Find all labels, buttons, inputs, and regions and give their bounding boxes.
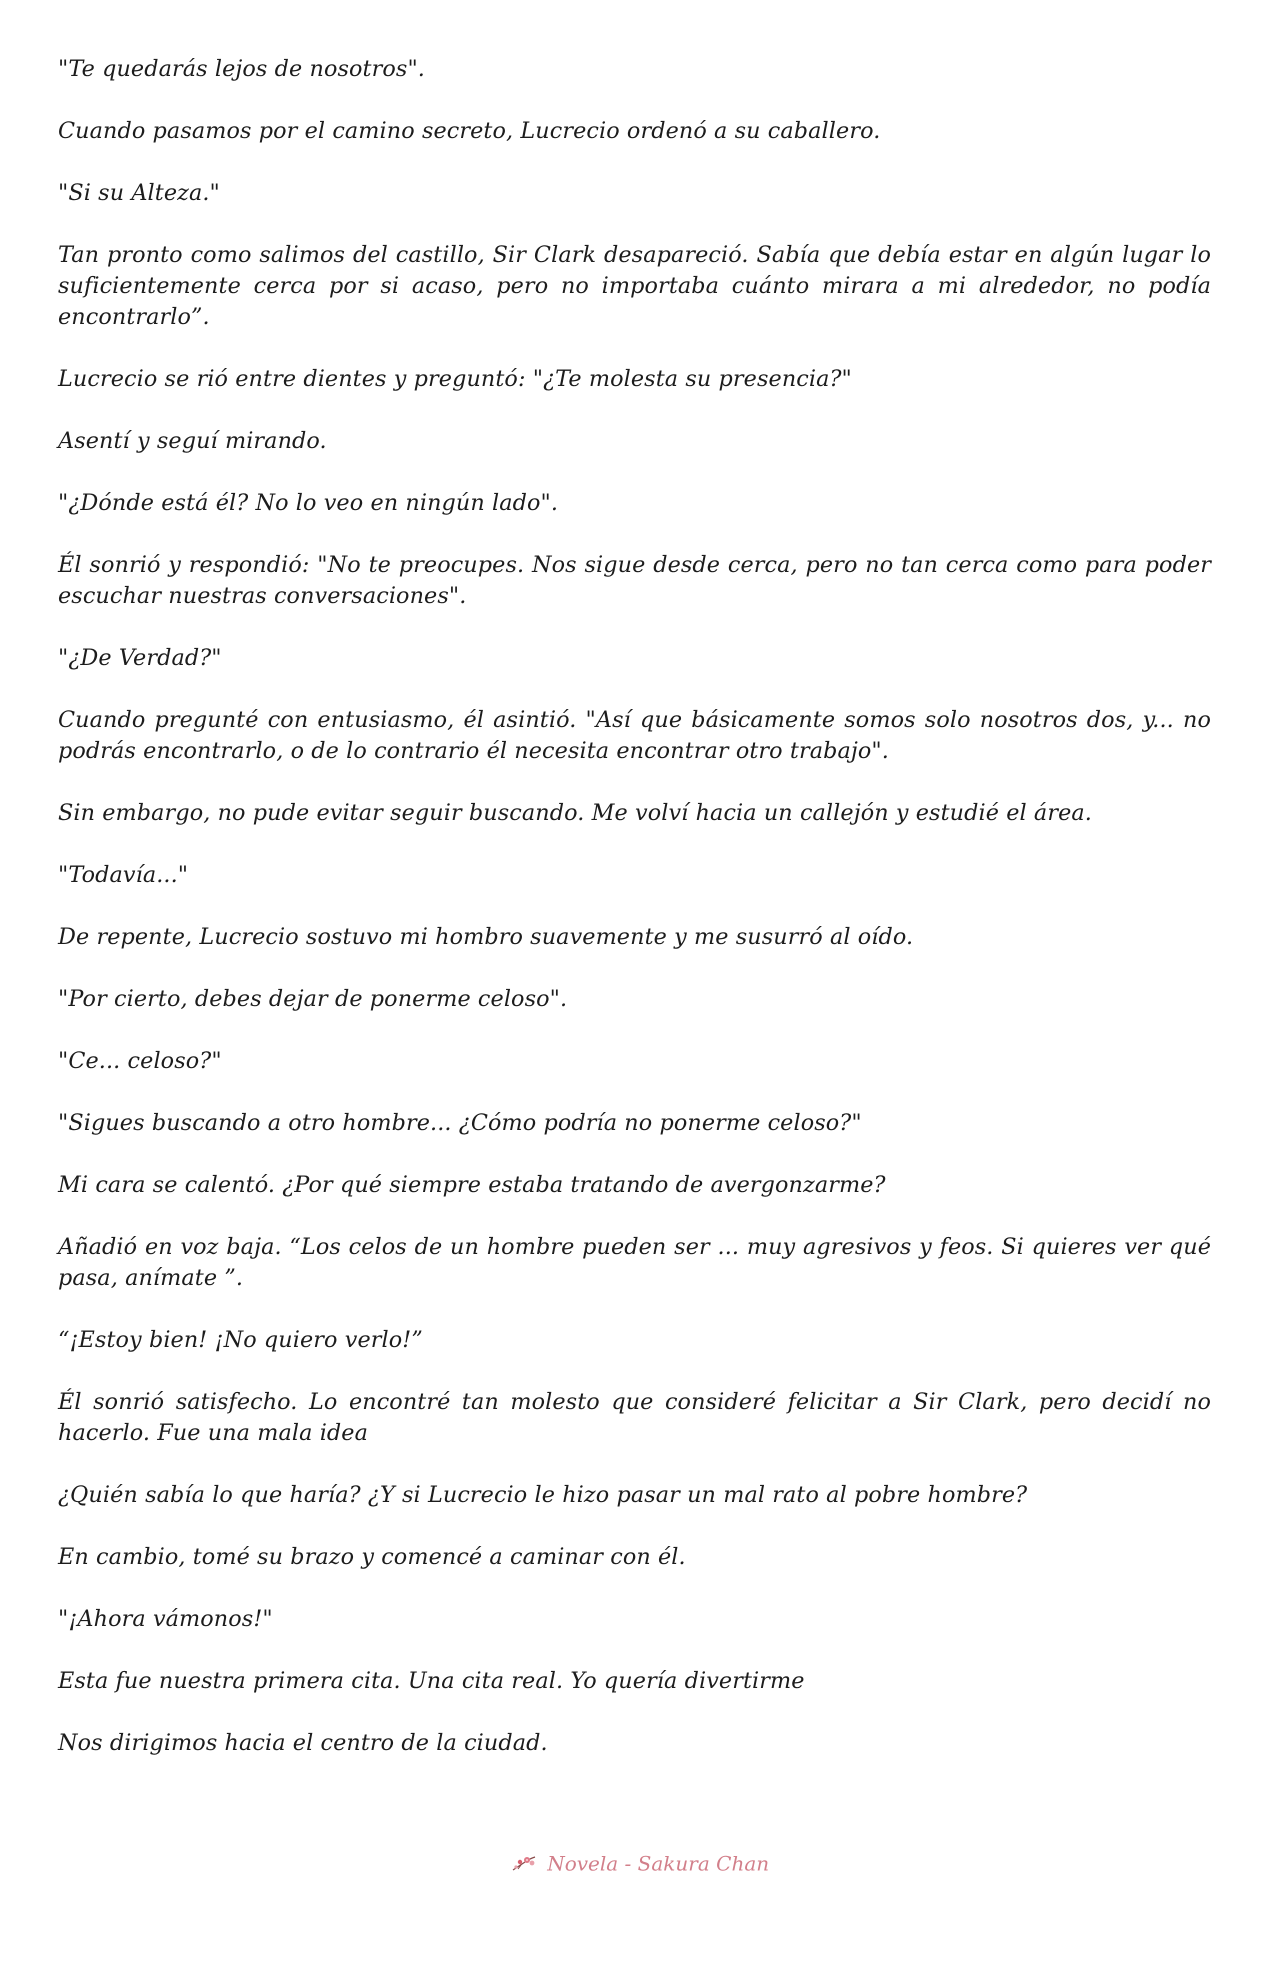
paragraph: "Ce... celoso?" [58,1048,222,1074]
paragraph: Él sonrió y respondió: "No te preocupes. Nos sigue desde cerca, pero no tan cerca como para poder escuchar nuestras conversaciones". [58,552,1211,609]
paragraph: Cuando pasamos por el camino secreto, Lucrecio ordenó a su caballero. [58,118,881,144]
paragraph: "Por cierto, debes dejar de ponerme celoso". [58,986,568,1012]
footer-watermark [0,1850,1280,1876]
paragraph: Nos dirigimos hacia el centro de la ciudad. [58,1730,548,1756]
footer-label: Novela - Sakura Chan [547,1851,770,1876]
paragraph: Mi cara se calentó. ¿Por qué siempre estaba tratando de avergonzarme? [58,1172,886,1198]
paragraph: Tan pronto como salimos del castillo, Sir Clark desapareció. Sabía que debía estar en algún lugar lo suficientemente cerca por si acaso, pero no importaba cuánto mirara a mi alrededor, no podía encontrarlo”. [58,242,1211,330]
paragraph: "¿De Verdad?" [58,645,222,671]
paragraph: Esta fue nuestra primera cita. Una cita real. Yo quería divertirme [58,1668,805,1694]
paragraph: "Si su Alteza." [58,180,220,206]
paragraph: Cuando pregunté con entusiasmo, él asintió. "Así que básicamente somos solo nosotros dos, y... no podrás encontrarlo, o de lo contrario él necesita encontrar otro trabajo". [58,707,1211,764]
paragraph: De repente, Lucrecio sostuvo mi hombro suavemente y me susurró al oído. [58,924,914,950]
paragraph: "Sigues buscando a otro hombre... ¿Cómo podría no ponerme celoso?" [58,1110,862,1136]
paragraph: ¿Quién sabía lo que haría? ¿Y si Lucrecio le hizo pasar un mal rato al pobre hombre? [58,1482,1028,1508]
paragraph: "Te quedarás lejos de nosotros". [58,56,425,82]
paragraph: Añadió en voz baja. “Los celos de un hombre pueden ser ... muy agresivos y feos. Si quieres ver qué pasa, anímate ”. [58,1234,1211,1291]
paragraph: En cambio, tomé su brazo y comencé a caminar con él. [58,1544,686,1570]
paragraph: Él sonrió satisfecho. Lo encontré tan molesto que consideré felicitar a Sir Clark, pero decidí no hacerlo. Fue una mala idea [58,1389,1211,1446]
paragraph: Asentí y seguí mirando. [58,428,327,454]
paragraph: "¿Dónde está él? No lo veo en ningún lado". [58,490,559,516]
paragraph: "Todavía..." [58,862,189,888]
paragraph: "¡Ahora vámonos!" [58,1606,273,1632]
paragraph: Lucrecio se rió entre dientes y preguntó: "¿Te molesta su presencia?" [58,366,852,392]
paragraph: “¡Estoy bien! ¡No quiero verlo!” [58,1327,423,1353]
sakura-blossom-icon [511,1854,537,1874]
paragraph: Sin embargo, no pude evitar seguir buscando. Me volví hacia un callejón y estudié el área. [58,800,1092,826]
document-body [58,54,1211,1790]
